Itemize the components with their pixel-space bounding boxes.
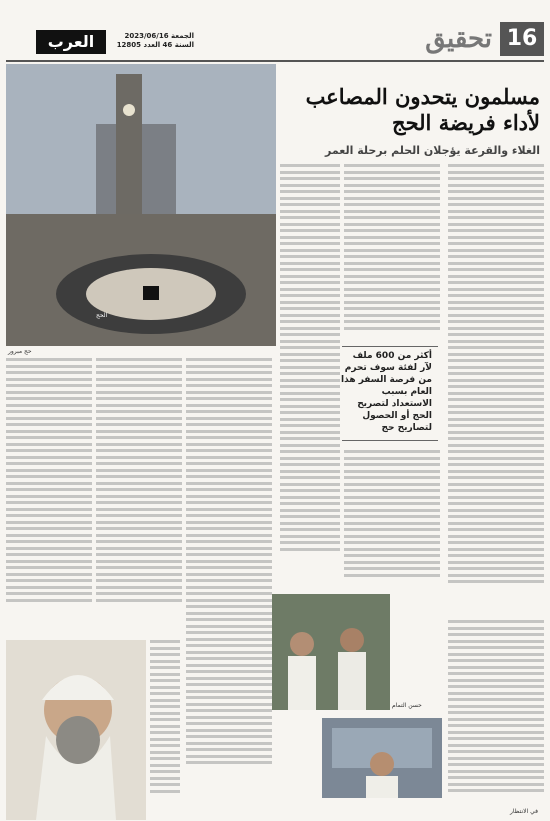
subheadline: الغلاء والقرعة يؤجلان الحلم برحلة العمر [325, 144, 540, 157]
main-photo-caption: حج مبرور [8, 348, 32, 355]
main-photo-label: الحج [96, 312, 108, 319]
main-photo [6, 64, 276, 346]
pilgrim-portrait-photo [6, 640, 146, 820]
text-column-5 [6, 358, 92, 628]
page-header [6, 8, 544, 62]
waiting-pilgrims-photo [322, 718, 442, 798]
text-column-7 [186, 358, 272, 798]
text-column-3 [280, 164, 340, 584]
group-photo-caption: حسن التمام [392, 702, 422, 709]
newspaper-logo: العرب [36, 30, 106, 54]
page-number: 16 [500, 22, 544, 56]
text-column-8 [150, 640, 180, 810]
text-column-2 [344, 164, 440, 344]
issue-number: السنة 46 العدد 12805 [116, 41, 194, 49]
waiting-photo-caption: في الانتظار [510, 808, 538, 815]
dateline [114, 32, 194, 50]
headline: مسلمون يتحدون المصاعب لأداء فريضة الحج [305, 84, 540, 135]
quote-top-rule [342, 346, 438, 347]
text-column-1 [448, 164, 544, 614]
text-column-6 [96, 358, 182, 628]
pilgrims-group-photo [272, 594, 390, 710]
section-title: تحقيق [425, 24, 492, 54]
issue-date: الجمعة 2023/06/16 [124, 32, 194, 40]
pull-quote: أكثر من 600 ملف لآر لفئة سوف تحرم من فرصة السفر هذا العام بسبب الاستعداد لتصريح الحج أو الحصول لتصاريح حج [341, 351, 432, 433]
quote-bottom-rule [342, 440, 438, 441]
text-column-9 [448, 620, 544, 810]
text-column-4 [344, 450, 440, 590]
